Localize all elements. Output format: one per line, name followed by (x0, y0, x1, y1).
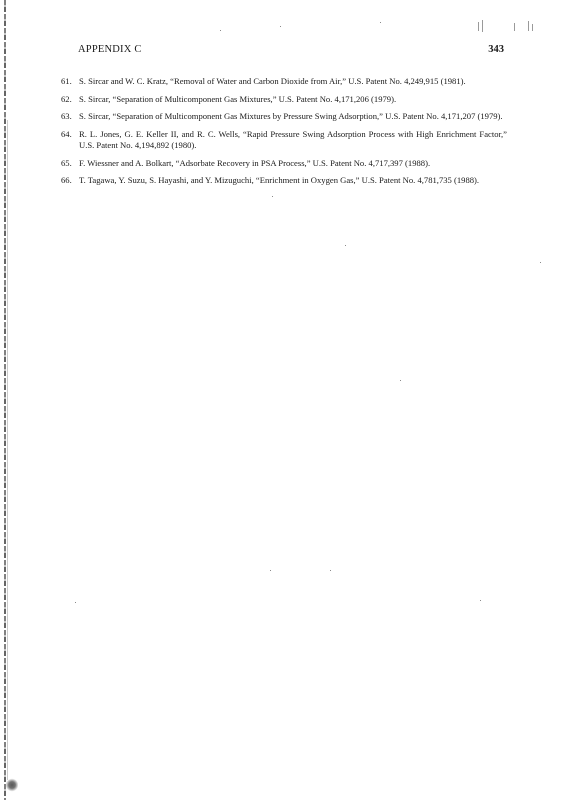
scan-speck (270, 570, 271, 571)
reference-item (61, 175, 507, 187)
reference-number: 64. (61, 128, 72, 139)
reference-text: S. Sircar and W. C. Kratz, “Removal of Water and Carbon Dioxide from Air,” U.S. Patent No. 4,249,915 (1981). (79, 76, 466, 86)
binding-edge-line (7, 120, 8, 780)
reference-item (61, 94, 507, 106)
reference-item (61, 111, 507, 123)
reference-text: F. Wiessner and A. Bolkart, “Adsorbate Recovery in PSA Process,” U.S. Patent No. 4,717,397 (1988). (79, 157, 431, 168)
reference-number: 66. (61, 175, 72, 185)
reference-text: S. Sircar, “Separation of Multicomponent Gas Mixtures by Pressure Swing Adsorption,” U.S. Patent No. 4,171,207 (1979). (79, 111, 503, 121)
scan-speck (330, 570, 331, 571)
reference-item (61, 158, 507, 170)
reference-text: T. Tagawa, Y. Suzu, S. Hayashi, and Y. Mizuguchi, “Enrichment in Oxygen Gas,” U.S. Patent No. 4,781,735 (1988). (79, 175, 480, 185)
reference-text: S. Sircar, “Separation of Multicomponent Gas Mixtures,” U.S. Patent No. 4,171,206 (1979). (79, 93, 397, 104)
scan-speck (280, 26, 281, 27)
reference-number: 65. (61, 157, 72, 168)
scan-speck (400, 380, 401, 381)
reference-text: R. L. Jones, G. E. Keller II, and R. C. Wells, “Rapid Pressure Swing Adsorption Process with High Enrichment Factor,” U.S. Patent No. 4,194,892 (1980). (79, 128, 507, 150)
reference-item (61, 76, 507, 88)
scan-speck (480, 600, 481, 601)
reference-item (61, 129, 507, 152)
scan-speck (540, 262, 541, 263)
running-title: APPENDIX C (78, 44, 142, 55)
scan-speck (345, 245, 346, 246)
reference-number: 62. (61, 93, 72, 104)
scan-artifact-marks (470, 18, 540, 34)
scan-smudge (6, 778, 18, 792)
scan-speck (220, 30, 221, 31)
scan-speck (272, 196, 273, 197)
running-header (78, 44, 504, 60)
scan-speck (75, 602, 76, 603)
page-number: 343 (488, 44, 504, 55)
reference-number: 63. (61, 111, 72, 121)
reference-number: 61. (61, 76, 72, 86)
scan-speck (380, 22, 381, 23)
reference-list (61, 76, 507, 193)
binding-edge-shadow (4, 0, 6, 800)
